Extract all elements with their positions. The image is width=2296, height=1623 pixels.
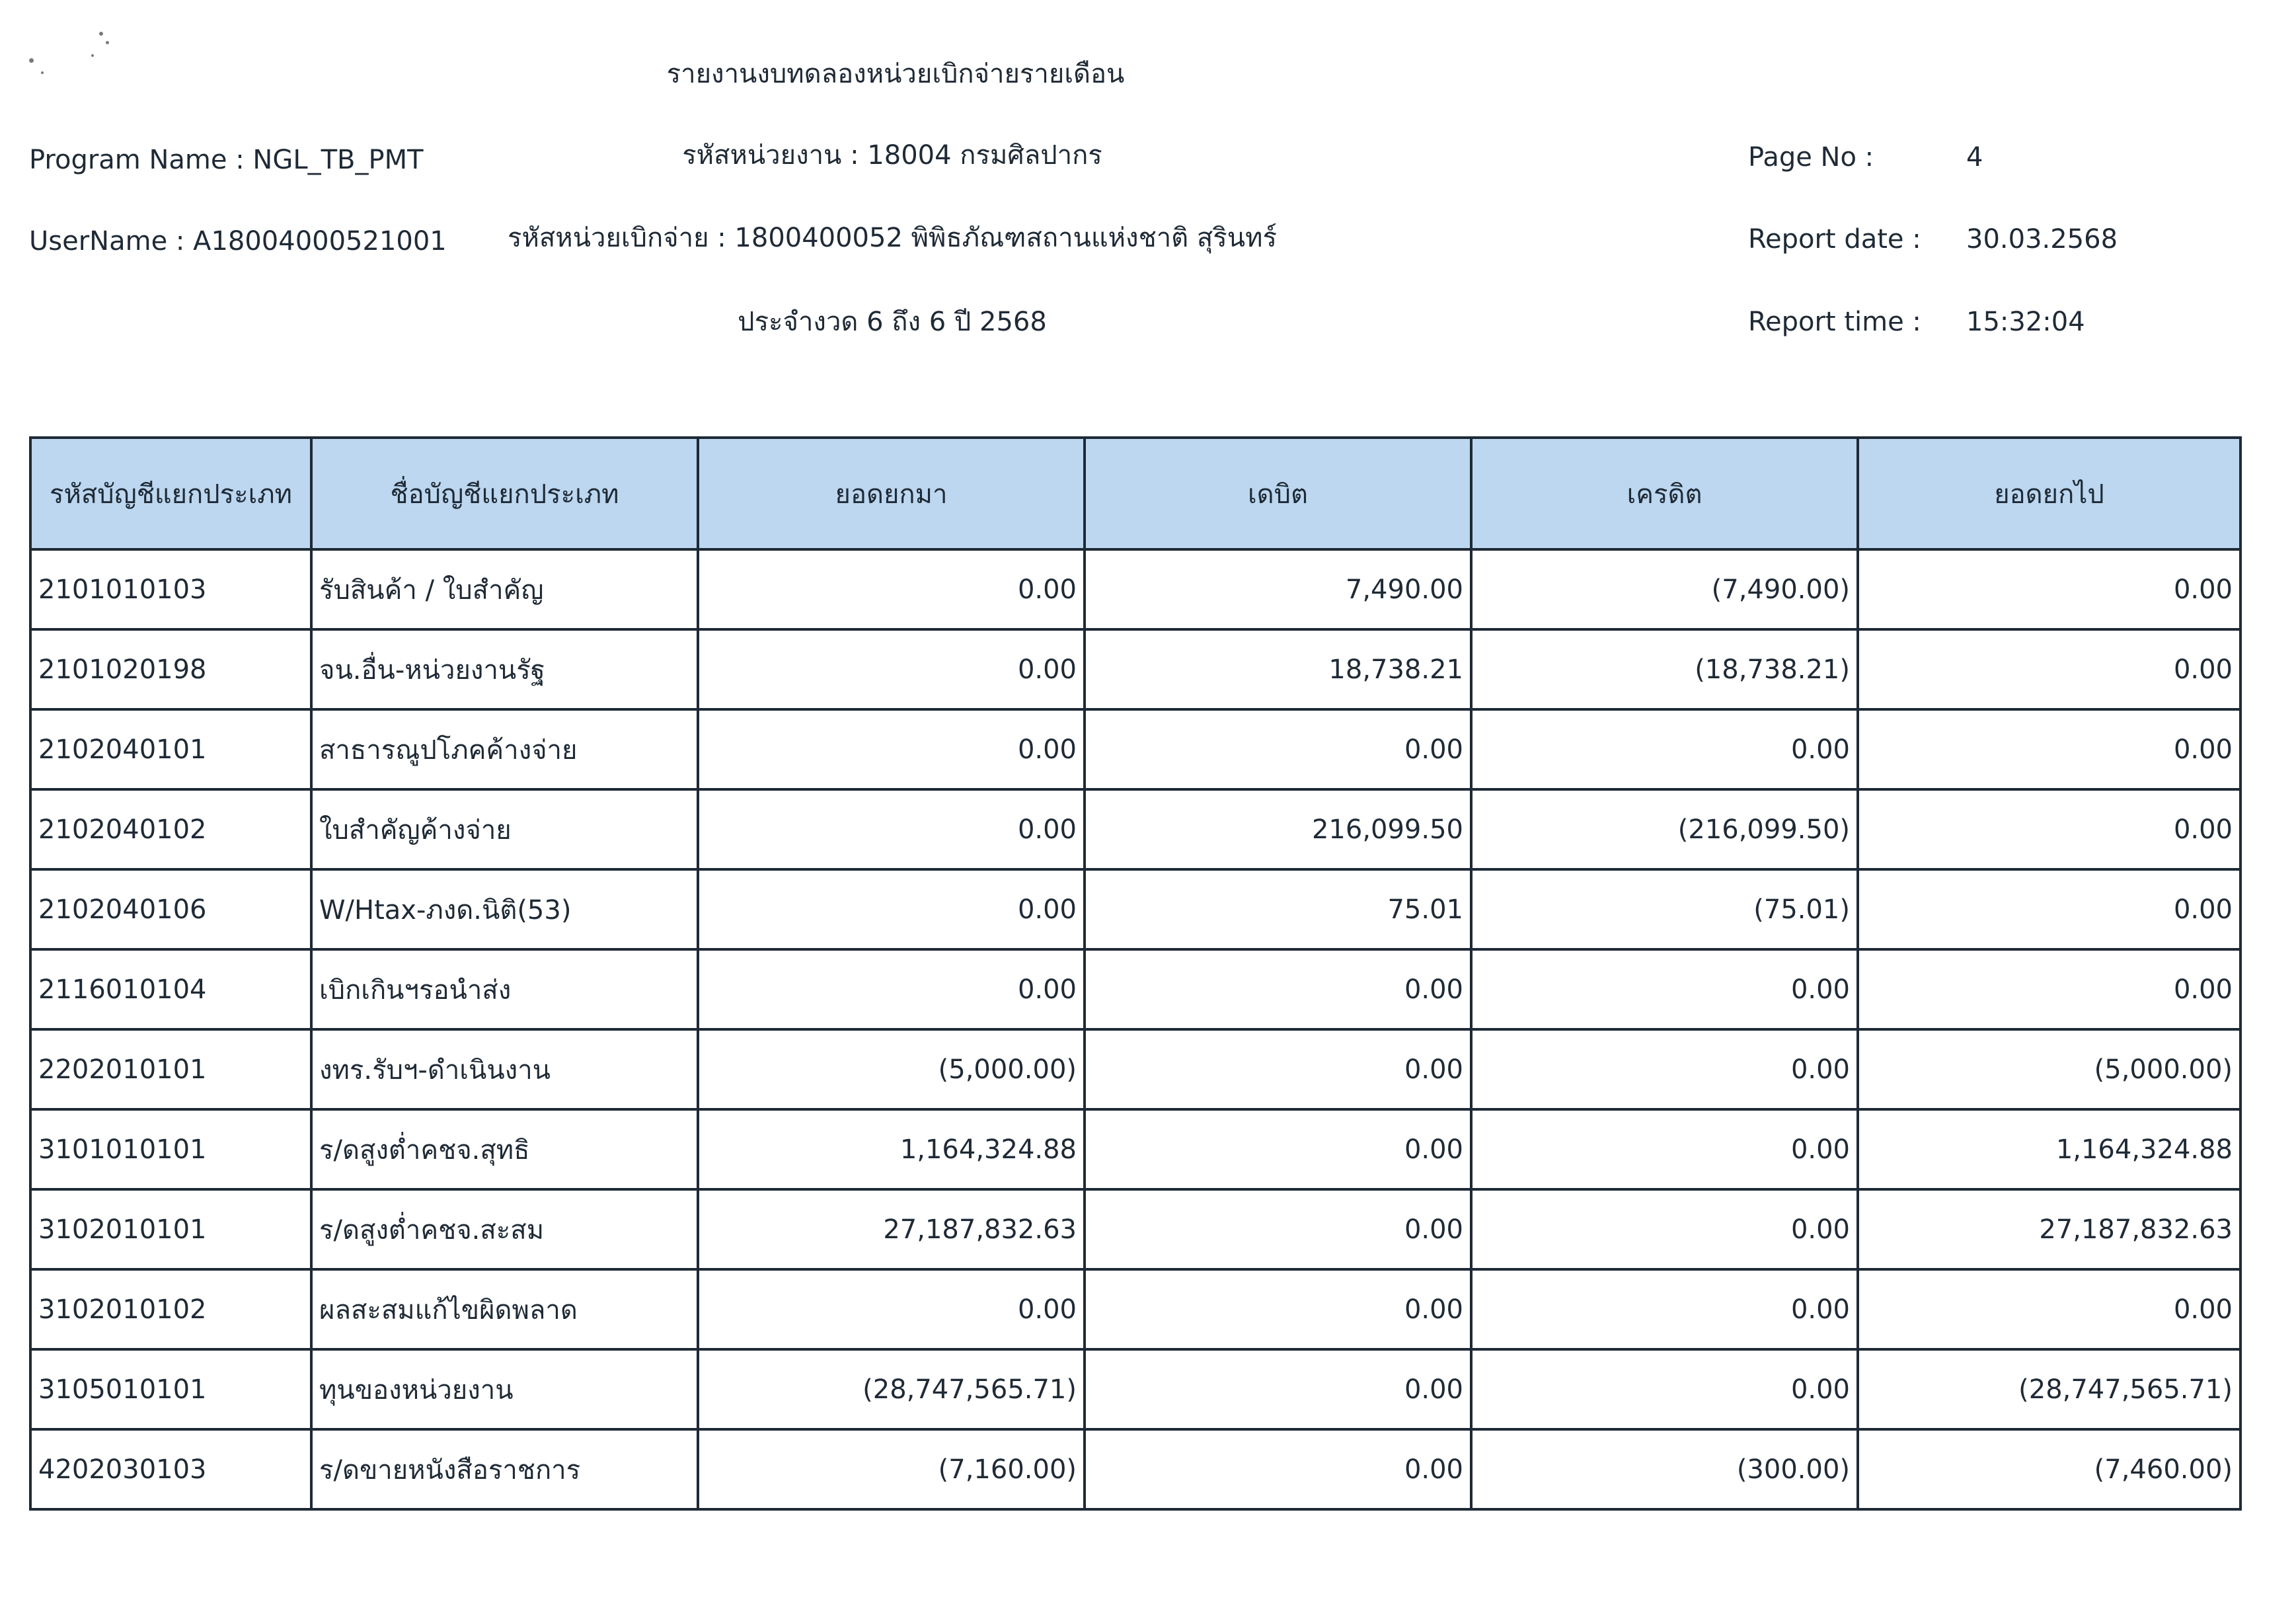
cell-closing-balance: (5,000.00) xyxy=(1858,1029,2240,1109)
table-row xyxy=(30,789,2240,869)
cell-account-name: งทร.รับฯ-ดำเนินงาน xyxy=(311,1029,698,1109)
cell-account-code: 4202030103 xyxy=(30,1429,311,1509)
cell-credit: 0.00 xyxy=(1471,709,1858,789)
cell-opening-balance: 0.00 xyxy=(698,949,1085,1029)
cell-opening-balance: 27,187,832.63 xyxy=(698,1189,1085,1269)
cell-debit: 216,099.50 xyxy=(1085,789,1471,869)
table-row xyxy=(30,1109,2240,1189)
cell-closing-balance: 0.00 xyxy=(1858,709,2240,789)
cell-account-name: เบิกเกินฯรอนำส่ง xyxy=(311,949,698,1029)
cell-debit: 0.00 xyxy=(1085,1109,1471,1189)
cell-closing-balance: 0.00 xyxy=(1858,1269,2240,1349)
cell-debit: 0.00 xyxy=(1085,1349,1471,1429)
cell-opening-balance: 0.00 xyxy=(698,869,1085,949)
cell-account-name: ใบสำคัญค้างจ่าย xyxy=(311,789,698,869)
cell-opening-balance: 0.00 xyxy=(698,629,1085,709)
cell-closing-balance: 0.00 xyxy=(1858,949,2240,1029)
table-row xyxy=(30,949,2240,1029)
cell-opening-balance: 0.00 xyxy=(698,1269,1085,1349)
cell-closing-balance: 27,187,832.63 xyxy=(1858,1189,2240,1269)
report-title: รายงานงบทดลองหน่วยเบิกจ่ายรายเดือน xyxy=(666,59,1125,89)
cell-account-code: 2102040102 xyxy=(30,789,311,869)
cell-account-code: 2101020198 xyxy=(30,629,311,709)
cell-debit: 0.00 xyxy=(1085,1189,1471,1269)
table-row xyxy=(30,549,2240,629)
disbursing-unit: รหัสหน่วยเบิกจ่าย : 1800400052 พิพิธภัณฑสถานแห่งชาติ สุรินทร์ xyxy=(508,223,1277,253)
cell-credit: 0.00 xyxy=(1471,1189,1858,1269)
cell-account-code: 2101010103 xyxy=(30,549,311,629)
cell-account-name: ผลสะสมแก้ไขผิดพลาด xyxy=(311,1269,698,1349)
cell-debit: 18,738.21 xyxy=(1085,629,1471,709)
cell-credit: 0.00 xyxy=(1471,1029,1858,1109)
cell-credit: 0.00 xyxy=(1471,1349,1858,1429)
cell-debit: 0.00 xyxy=(1085,1269,1471,1349)
report-time-label: Report time : xyxy=(1748,307,1921,337)
cell-account-name: W/Htax-ภงด.นิติ(53) xyxy=(311,869,698,949)
cell-account-name: จน.อื่น-หน่วยงานรัฐ xyxy=(311,629,698,709)
cell-account-name: สาธารณูปโภคค้างจ่าย xyxy=(311,709,698,789)
cell-closing-balance: 0.00 xyxy=(1858,789,2240,869)
cell-credit: (75.01) xyxy=(1471,869,1858,949)
table-row xyxy=(30,1349,2240,1429)
cell-account-name: ร/ดสูงต่ำคชจ.สะสม xyxy=(311,1189,698,1269)
header-credit: เครดิต xyxy=(1471,438,1858,549)
scan-speck xyxy=(106,41,109,44)
cell-account-code: 2202010101 xyxy=(30,1029,311,1109)
cell-opening-balance: (5,000.00) xyxy=(698,1029,1085,1109)
cell-opening-balance: (28,747,565.71) xyxy=(698,1349,1085,1429)
cell-credit: (7,490.00) xyxy=(1471,549,1858,629)
header-debit: เดบิต xyxy=(1085,438,1471,549)
cell-account-name: รับสินค้า / ใบสำคัญ xyxy=(311,549,698,629)
page-no-label: Page No : xyxy=(1748,142,1874,173)
cell-closing-balance: (28,747,565.71) xyxy=(1858,1349,2240,1429)
trial-balance-table xyxy=(29,436,2242,1511)
cell-debit: 0.00 xyxy=(1085,949,1471,1029)
cell-opening-balance: 0.00 xyxy=(698,549,1085,629)
cell-debit: 7,490.00 xyxy=(1085,549,1471,629)
report-time: 15:32:04 xyxy=(1966,307,2085,337)
cell-account-code: 2102040106 xyxy=(30,869,311,949)
cell-opening-balance: (7,160.00) xyxy=(698,1429,1085,1509)
cell-account-code: 2102040101 xyxy=(30,709,311,789)
header-opening-balance: ยอดยกมา xyxy=(698,438,1085,549)
scan-speck xyxy=(91,54,94,57)
table-row xyxy=(30,629,2240,709)
cell-opening-balance: 1,164,324.88 xyxy=(698,1109,1085,1189)
cell-debit: 0.00 xyxy=(1085,1429,1471,1509)
cell-credit: (216,099.50) xyxy=(1471,789,1858,869)
cell-account-code: 3105010101 xyxy=(30,1349,311,1429)
scan-speck xyxy=(99,32,103,36)
cell-opening-balance: 0.00 xyxy=(698,789,1085,869)
table-row xyxy=(30,709,2240,789)
header-closing-balance: ยอดยกไป xyxy=(1858,438,2240,549)
cell-credit: 0.00 xyxy=(1471,1269,1858,1349)
cell-account-code: 3101010101 xyxy=(30,1109,311,1189)
cell-debit: 0.00 xyxy=(1085,1029,1471,1109)
header-account-code: รหัสบัญชีแยกประเภท xyxy=(30,438,311,549)
cell-credit: (18,738.21) xyxy=(1471,629,1858,709)
cell-debit: 75.01 xyxy=(1085,869,1471,949)
table-row xyxy=(30,1429,2240,1509)
report-date: 30.03.2568 xyxy=(1966,224,2118,255)
agency-code: รหัสหน่วยงาน : 18004 กรมศิลปากร xyxy=(682,140,1102,171)
cell-account-code: 3102010102 xyxy=(30,1269,311,1349)
table-row xyxy=(30,1029,2240,1109)
cell-closing-balance: 1,164,324.88 xyxy=(1858,1109,2240,1189)
table-row xyxy=(30,869,2240,949)
table-row xyxy=(30,1269,2240,1349)
cell-closing-balance: 0.00 xyxy=(1858,629,2240,709)
table-header-row xyxy=(30,438,2240,549)
cell-credit: 0.00 xyxy=(1471,1109,1858,1189)
cell-credit: 0.00 xyxy=(1471,949,1858,1029)
cell-opening-balance: 0.00 xyxy=(698,709,1085,789)
cell-account-name: ร/ดขายหนังสือราชการ xyxy=(311,1429,698,1509)
cell-account-code: 2116010104 xyxy=(30,949,311,1029)
cell-closing-balance: (7,460.00) xyxy=(1858,1429,2240,1509)
cell-account-code: 3102010101 xyxy=(30,1189,311,1269)
report-date-label: Report date : xyxy=(1748,224,1921,255)
cell-credit: (300.00) xyxy=(1471,1429,1858,1509)
table-row xyxy=(30,1189,2240,1269)
cell-closing-balance: 0.00 xyxy=(1858,549,2240,629)
cell-account-name: ร/ดสูงต่ำคชจ.สุทธิ xyxy=(311,1109,698,1189)
cell-closing-balance: 0.00 xyxy=(1858,869,2240,949)
report-period: ประจำงวด 6 ถึง 6 ปี 2568 xyxy=(738,307,1047,337)
cell-account-name: ทุนของหน่วยงาน xyxy=(311,1349,698,1429)
header-account-name: ชื่อบัญชีแยกประเภท xyxy=(311,438,698,549)
program-name: Program Name : NGL_TB_PMT xyxy=(29,145,424,175)
username: UserName : A18004000521001 xyxy=(29,226,447,257)
page-no: 4 xyxy=(1966,142,1983,173)
cell-debit: 0.00 xyxy=(1085,709,1471,789)
